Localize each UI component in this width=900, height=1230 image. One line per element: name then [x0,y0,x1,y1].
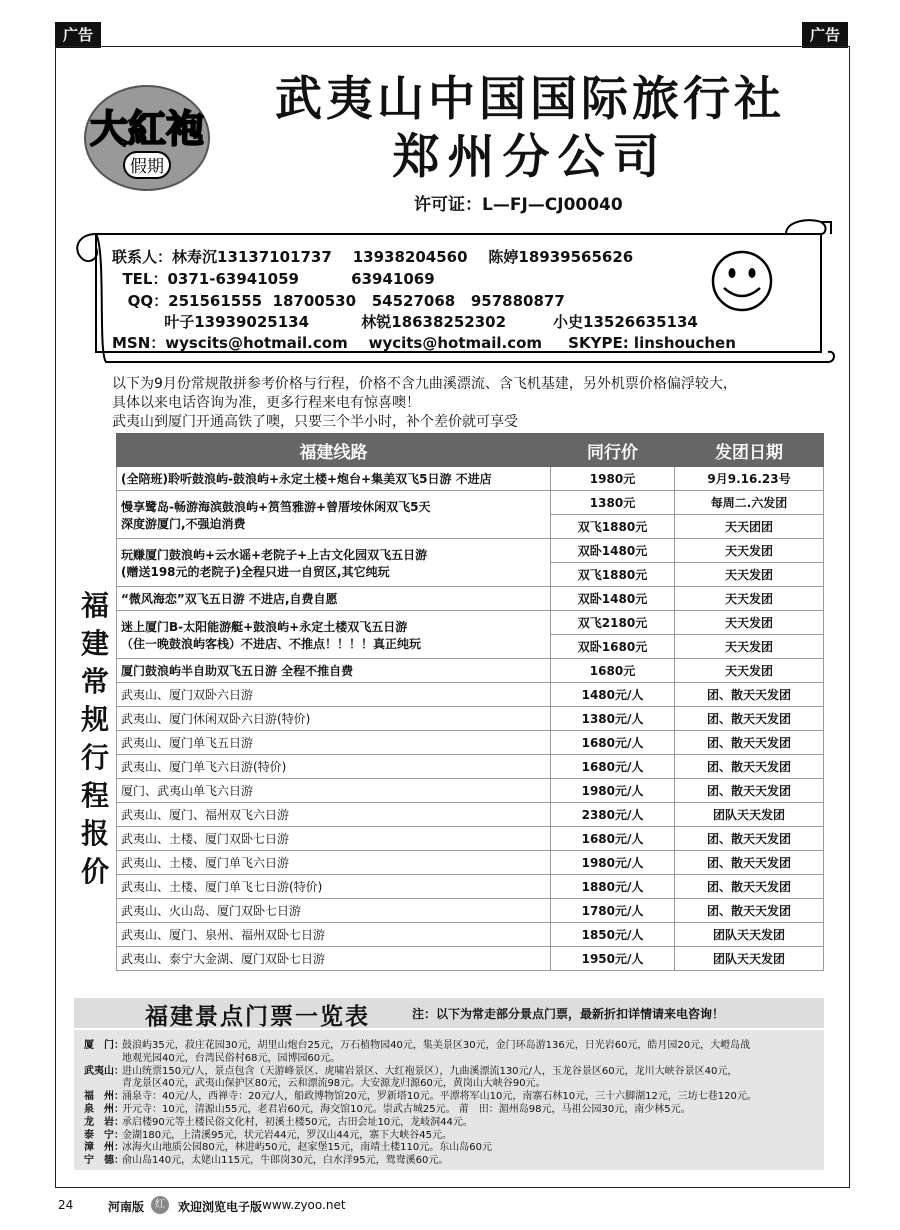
route-name: (全陪班)聆听鼓浪屿-鼓浪屿+永定土楼+炮台+集美双飞5日游 不进店 [117,467,551,491]
route-date: 天天发团 [675,587,824,611]
table-row [74,707,824,731]
table-row [74,779,824,803]
route-date: 团、散天天发团 [675,875,824,899]
route-price: 1980元 [551,467,675,491]
route-price: 双飞2180元 [551,611,675,635]
route-date: 团、散天天发团 [675,851,824,875]
route-date: 团、散天天发团 [675,899,824,923]
ticket-city: 宁 德： [84,1155,124,1167]
route-price: 1680元/人 [551,827,675,851]
ticket-prices: 鼓浪屿35元，菽庄花园30元，胡里山炮台25元，万石植物园40元，集美景区30元，金门环岛游136元，日光岩60元，皓月园20元，大嶝岛战 [122,1040,751,1051]
route-price: 2380元/人 [551,803,675,827]
route-name: 武夷山、泰宁大金湖、厦门双卧七日游 [117,947,551,971]
table-header-row [74,434,824,467]
route-name: 武夷山、土楼、厦门单飞六日游 [117,851,551,875]
route-name: 武夷山、厦门、福州双飞六日游 [117,803,551,827]
route-price: 1950元/人 [551,947,675,971]
route-price: 1980元/人 [551,779,675,803]
logo-sub-text: 假期 [130,157,164,177]
route-date: 团、散天天发团 [675,731,824,755]
ticket-prices: 俞山岛140元，太姥山115元，牛郎岗30元，白水洋95元，鸳鸯溪60元。 [122,1155,449,1167]
header-date: 发团日期 [675,434,824,467]
edition-label: 河南版 [108,1200,145,1214]
table-row [74,683,824,707]
contact-line-people: 联系人：林寿沉13137101737 13938204560 陈婷18939565626 [112,248,634,266]
table-row [74,731,824,755]
route-date: 团、散天天发团 [675,779,824,803]
ticket-city: 龙 岩： [84,1116,124,1128]
logo-main-text: 大紅袍 [89,106,205,151]
ticket-prices: 承启楼90元等土楼民俗文化村，初溪土楼50元，古田会址10元，龙岐洞44元。 [122,1116,473,1128]
table-row [74,467,824,491]
table-row [74,803,824,827]
route-price: 1780元/人 [551,899,675,923]
route-date: 天天团团 [675,515,824,539]
route-price: 1380元/人 [551,707,675,731]
page-number: 24 [58,1198,74,1212]
route-date: 团、散天天发团 [675,755,824,779]
contact-line-qq: QQ：251561555 18700530 54527068 957880877 [112,292,565,310]
route-price: 双卧1680元 [551,635,675,659]
route-price: 1480元/人 [551,683,675,707]
table-row [74,923,824,947]
route-date: 团、散天天发团 [675,707,824,731]
side-label: 福建常规行程报价 [80,588,109,888]
route-name: 武夷山、厦门双卧六日游 [117,683,551,707]
route-date: 每周二.六发团 [675,491,824,515]
route-name: 武夷山、火山岛、厦门双卧七日游 [117,899,551,923]
table-row [74,827,824,851]
route-price: 1880元/人 [551,875,675,899]
ticket-note: 注：以下为常走部分景点门票，最新折扣详情请来电咨询！ [412,1007,725,1021]
contact-line-msn: MSN：wyscits@hotmail.com wycits@hotmail.com SKYPE: linshouchen [112,334,736,352]
ticket-city: 厦 门： [84,1040,124,1051]
ticket-title: 福建景点门票一览表 [145,1004,370,1030]
route-name: 武夷山、厦门、泉州、福州双卧七日游 [117,923,551,947]
ad-tag-right: 广告 [802,22,848,48]
route-price: 1680元/人 [551,755,675,779]
intro-line-1: 以下为9月份常规散拼参考价格与行程，价格不含九曲溪漂流、含飞机基建，另外机票价格偏浮较大， [112,376,737,392]
table-row [74,611,824,635]
route-name: 厦门鼓浪屿半自助双飞五日游 全程不推自费 [117,659,551,683]
route-price: 双卧1480元 [551,539,675,563]
ticket-prices: 进山统票150元/人，景点包含（天游峰景区、虎啸岩景区、大红袍景区），九曲溪漂流130元/人，玉龙谷景区60元，龙川大峡谷景区40元， [122,1065,738,1077]
route-date: 团队天天发团 [675,923,824,947]
ticket-prices: 金湖180元，上清溪95元，状元岩44元，罗汉山44元，寨下大峡谷45元。 [122,1129,452,1141]
route-name: 武夷山、厦门单飞五日游 [117,731,551,755]
route-price: 1380元 [551,491,675,515]
route-price: 1680元 [551,659,675,683]
ticket-city: 泉 州： [84,1104,124,1115]
header-route: 福建线路 [117,434,551,467]
table-row [74,587,824,611]
table-row [74,491,824,515]
route-date: 团、散天天发团 [675,827,824,851]
route-name: 武夷山、厦门休闲双卧六日游(特价) [117,707,551,731]
route-price: 双飞1880元 [551,563,675,587]
intro-line-2: 具体以来电话咨询为准，更多行程来电有惊喜噢！ [112,395,420,411]
fujian-route-table [74,433,824,971]
header-price: 同行价 [551,434,675,467]
table-row [74,539,824,563]
table-row [74,947,824,971]
ticket-prices: 地观光园40元，台湾民俗村68元，园博园60元。 [122,1052,341,1064]
route-date: 天天发团 [675,563,824,587]
route-date: 天天发团 [675,659,824,683]
route-name: 武夷山、土楼、厦门双卧七日游 [117,827,551,851]
route-date: 天天发团 [675,635,824,659]
table-row [74,851,824,875]
license-number: 许可证：L—FJ—CJ00040 [414,195,623,215]
ticket-city: 福 州： [84,1091,124,1103]
route-name: 迷上厦门B-太阳能游艇+鼓浪屿+永定土楼双飞五日游 （住一晚鼓浪屿客栈）不进店、不推点！！！！真正纯玩 [117,611,551,659]
ticket-city: 武夷山： [84,1065,124,1077]
intro-line-3: 武夷山到厦门开通高铁了噢，只要三个半小时，补个差价就可享受 [112,414,518,430]
route-date: 9月9.16.23号 [675,467,824,491]
branch-title: 郑州分公司 [392,130,668,185]
footer-slogan: 欢迎浏览电子版 [178,1200,263,1214]
route-name: 武夷山、厦门单飞六日游(特价) [117,755,551,779]
route-date: 团、散天天发团 [675,683,824,707]
smiley-icon [706,250,778,312]
route-name: 武夷山、土楼、厦门单飞七日游(特价) [117,875,551,899]
table-row [74,659,824,683]
route-name: 玩赚厦门鼓浪屿+云水谣+老院子+上古文化园双飞五日游 (赠送198元的老院子)全程只进一自贸区,其它纯玩 [117,539,551,587]
dahongpao-logo [72,80,222,200]
route-date: 团队天天发团 [675,947,824,971]
route-name: 慢享鹭岛-畅游海滨鼓浪屿+筼筜雅游+曾厝垵休闲双飞5天 深度游厦门,不强迫消费 [117,491,551,539]
route-price: 双卧1480元 [551,587,675,611]
route-price: 双飞1880元 [551,515,675,539]
route-price: 1850元/人 [551,923,675,947]
ticket-city: 泰 宁： [84,1129,124,1141]
contact-line-tel: TEL：0371-63941059 63941069 [112,270,435,288]
table-row [74,899,824,923]
ticket-prices: 涌泉寺：40元/人，西禅寺：20元/人，船政博物馆20元，罗新塔10元。平潭将军山10元，南寨石林10元，三十六脚湖12元，三坊七巷120元。 [122,1091,757,1103]
ad-tag-left: 广告 [55,22,101,48]
ticket-prices: 冰海火山地质公园80元，林进屿50元，赵家堡15元，南靖土楼110元。东山岛60元 [122,1142,492,1154]
table-row [74,875,824,899]
ticket-prices: 青龙景区40元，武夷山保护区80元，云和漂流98元。大安源龙归源60元，黄岗山大峡谷90元。 [122,1078,546,1090]
route-date: 团队天天发团 [675,803,824,827]
route-date: 天天发团 [675,611,824,635]
table-row [74,755,824,779]
agency-title: 武夷山中国国际旅行社 [275,72,785,127]
edition-badge-icon: 红 [151,1196,169,1214]
ticket-city: 漳 州： [84,1142,124,1154]
route-name: “微风海恋”双飞五日游 不进店,自费自愿 [117,587,551,611]
ticket-prices: 开元寺：10元，清源山55元，老君岩60元，海交馆10元。崇武古城25元。 莆 田：湄州岛98元，马祖公园30元，南少林5元。 [122,1104,691,1115]
route-name: 厦门、武夷山单飞六日游 [117,779,551,803]
route-price: 1980元/人 [551,851,675,875]
route-date: 天天发团 [675,539,824,563]
footer-url[interactable]: www.zyoo.net [262,1198,346,1212]
ticket-line [84,1151,448,1166]
route-price: 1680元/人 [551,731,675,755]
contact-line-people-2: 叶子13939025134 林锐18638252302 小史13526635134 [112,313,698,331]
